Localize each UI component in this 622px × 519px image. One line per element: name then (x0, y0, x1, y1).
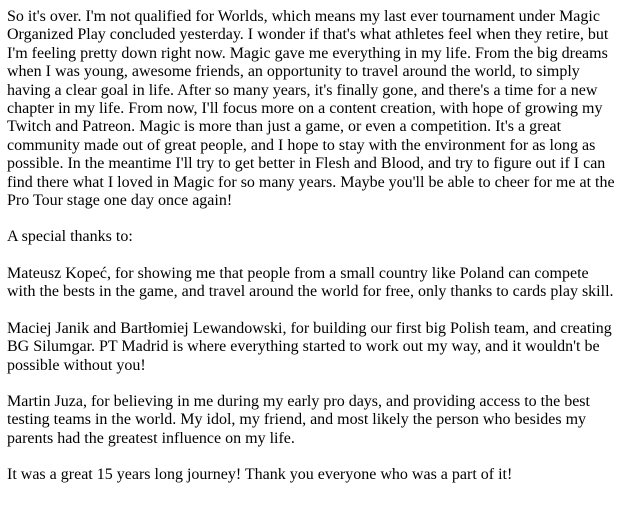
paragraph-thanks-juza: Martin Juza, for believing in me during my early pro days, and providing access to the best testing teams in the world. My idol, my friend, and most likely the person who besides my parents had the greatest influence on my life. (7, 392, 590, 447)
paragraph-closing: It was a great 15 years long journey! Thank you everyone who was a part of it! (7, 466, 513, 484)
paragraph-announcement: So it's over. I'm not qualified for Worlds, which means my last ever tournament under Magic Organized Play concluded yesterday. I wonder if that's what athletes feel when they retire, but I'm feeling pretty down right now. Magic gave me everything in my life. From the big dreams when I was young, awesome friends, an opportunity to travel around the world, to simply having a clear goal in life. After so many years, it's finally gone, and there's a time for a new chapter in my life. From now, I'll focus more on a content creation, with hope of growing my Twitch and Patreon. Magic is more than just a game, or even a competition. It's a great community made out of great people, and I hope to stay with the environment for as long as possible. In the meantime I'll try to get better in Flesh and Blood, and try to figure out if I can find there what I loved in Magic for so many years. Maybe you'll be able to cheer for me at the Pro Tour stage one day once again! (7, 8, 615, 210)
paragraph-thanks-janik-lewandowski: Maciej Janik and Bartłomiej Lewandowski, for building our first big Polish team, and creating BG Silumgar. PT Madrid is where everything started to work out my way, and it wouldn't be possible without you! (7, 319, 612, 374)
paragraph-thanks-heading: A special thanks to: (7, 228, 133, 246)
paragraph-thanks-kopec: Mateusz Kopeć, for showing me that people from a small country like Poland can compete with the bests in the game, and travel around the world for free, only thanks to cards play skill. (7, 264, 614, 301)
